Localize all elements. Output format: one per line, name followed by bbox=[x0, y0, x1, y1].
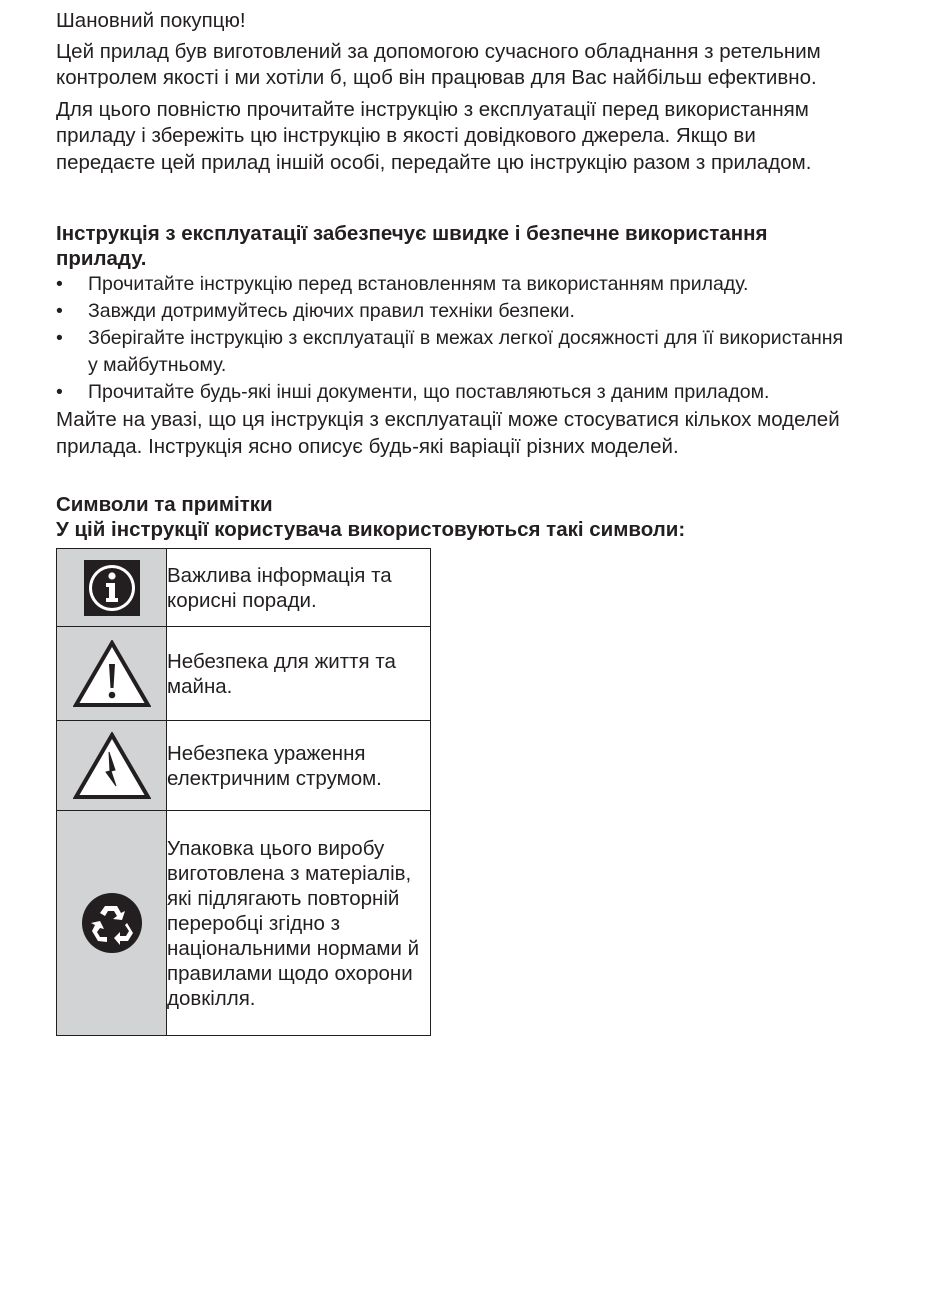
bullet-marker: • bbox=[56, 327, 63, 349]
bullet-item bbox=[56, 379, 856, 406]
symbol-description: Небезпека ураження електричним струмом. bbox=[167, 721, 431, 811]
greeting: Шановний покупцю! bbox=[56, 9, 246, 32]
symbol-description: Важлива інформація та корисні поради. bbox=[167, 549, 431, 627]
symbols-subheading: У цій інструкції користувача використовуються такі символи: bbox=[56, 518, 686, 541]
bullet-item bbox=[56, 271, 856, 298]
info-icon bbox=[84, 560, 140, 616]
symbols-heading: Символи та примітки bbox=[56, 493, 273, 516]
symbol-icon-cell bbox=[57, 811, 167, 1036]
symbol-icon-cell bbox=[57, 721, 167, 811]
symbols-table bbox=[56, 548, 431, 1036]
bullet-text: Прочитайте інструкцію перед встановленням та використанням приладу. bbox=[88, 273, 749, 295]
bullet-item bbox=[56, 298, 856, 325]
bullet-text: Завжди дотримуйтесь діючих правил техніки безпеки. bbox=[88, 300, 575, 322]
symbol-icon-cell bbox=[57, 549, 167, 627]
document-page bbox=[56, 8, 856, 1036]
symbol-row bbox=[57, 549, 431, 627]
bullet-item bbox=[56, 325, 856, 379]
electric-shock-icon bbox=[73, 732, 151, 800]
symbol-description: Упаковка цього виробу виготовлена з матеріалів, які підлягають повторній переробці згідно з національними нормами й правилами щодо охорони довкілля. bbox=[167, 811, 431, 1036]
symbol-row bbox=[57, 721, 431, 811]
symbol-row bbox=[57, 811, 431, 1036]
bullet-marker: • bbox=[56, 300, 63, 322]
recycling-icon bbox=[81, 892, 143, 954]
bullet-text: Зберігайте інструкцію з експлуатації в межах легкої досяжності для її використання у майбутньому. bbox=[88, 327, 844, 376]
intro-paragraph: Для цього повністю прочитайте інструкцію з експлуатації перед використанням приладу і збережіть цю інструкцію в якості довідкового джерела. Якщо ви передаєте цей прилад іншій особі, передайте цю інструкцію разом з приладом. bbox=[56, 97, 812, 174]
intro-paragraph: Цей прилад був виготовлений за допомогою сучасного обладнання з ретельним контролем якості і ми хотіли б, щоб він працював для Вас найбільш ефективно. bbox=[56, 39, 821, 89]
bullet-text: Прочитайте будь-які інші документи, що поставляються з даним приладом. bbox=[88, 381, 770, 403]
symbol-icon-cell bbox=[57, 627, 167, 721]
warning-triangle-icon bbox=[73, 640, 151, 708]
safety-heading: Інструкція з експлуатації забезпечує швидке і безпечне використання приладу. bbox=[56, 222, 768, 270]
symbol-description: Небезпека для життя та майна. bbox=[167, 627, 431, 721]
bullet-marker: • bbox=[56, 381, 63, 403]
models-note: Майте на увазі, що ця інструкція з експлуатації може стосуватися кількох моделей прилада. Інструкція ясно описує будь-які варіації різних моделей. bbox=[56, 408, 840, 458]
bullet-marker: • bbox=[56, 273, 63, 295]
symbol-row bbox=[57, 627, 431, 721]
